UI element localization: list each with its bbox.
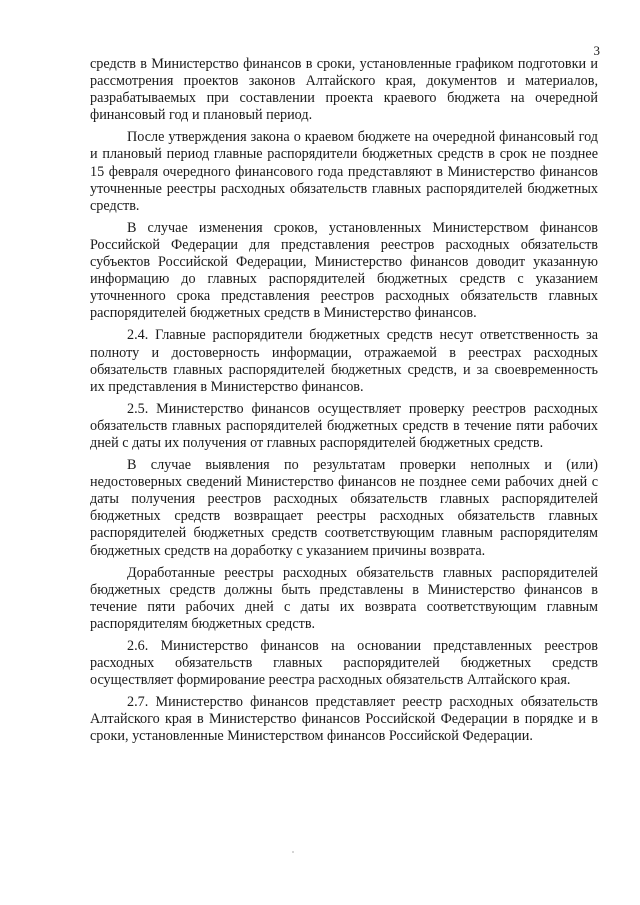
paragraph-2-5: 2.5. Министерство финансов осуществляет проверку реестров расходных обязательств главных распорядителей бюджетных средств в течение пяти рабочих дней с даты их получения от главных распорядителей бюджетных средств. <box>90 400 598 451</box>
paragraph-incomplete-data: В случае выявления по результатам проверки неполных и (или) недостоверных сведений Министерство финансов не позднее семи рабочих дней с даты получения реестров расходных обязательств главных распорядителей бюджетных средств возвращает реестры расходных обязательств главных распорядителей бюджетных средств соответствующим главным распорядителям бюджетных средств на доработку с указанием причины возврата. <box>90 457 598 559</box>
page-number: 3 <box>593 43 600 58</box>
paragraph-revised-registers: Доработанные реестры расходных обязательств главных распорядителей бюджетных средств должны быть представлены в Министерство финансов в течение пяти рабочих дней с даты их возврата соответствующим главным распорядителям бюджетных средств. <box>90 564 598 632</box>
paragraph-2-4: 2.4. Главные распорядители бюджетных средств несут ответственность за полноту и достоверность информации, отражаемой в реестрах расходных обязательств главных распорядителей бюджетных средств, и за своевременность их представления в Министерство финансов. <box>90 327 598 395</box>
paragraph-after-law-approval: После утверждения закона о краевом бюджете на очередной финансовый год и плановый период главные распорядители бюджетных средств в срок не позднее 15 февраля очередного финансового года представляют в Министерство финансов уточненные реестры расходных обязательств главных распорядителей бюджетных средств. <box>90 129 598 214</box>
paragraph-continuation: средств в Министерство финансов в сроки, установленные графиком подготовки и рассмотрения проектов законов Алтайского края, документов и материалов, разрабатываемых при составлении проекта краевого бюджета на очередной финансовый год и плановый период. <box>90 56 598 124</box>
scan-speck <box>292 851 294 853</box>
paragraph-2-6: 2.6. Министерство финансов на основании представленных реестров расходных обязательств главных распорядителей бюджетных средств осуществляет формирование реестра расходных обязательств Алтайского края. <box>90 638 598 689</box>
paragraph-deadline-change: В случае изменения сроков, установленных Министерством финансов Российской Федерации для представления реестров расходных обязательств субъектов Российской Федерации, Министерство финансов доводит указанную информацию до главных распорядителей бюджетных средств с указанием уточненного срока представления реестров расходных обязательств главных распорядителей бюджетных средств в Министерство финансов. <box>90 219 598 322</box>
paragraph-2-7: 2.7. Министерство финансов представляет реестр расходных обязательств Алтайского края в Министерство финансов Российской Федерации в порядке и в сроки, установленные Министерством финансов Российской Федерации. <box>90 694 598 745</box>
document-body <box>90 56 598 751</box>
